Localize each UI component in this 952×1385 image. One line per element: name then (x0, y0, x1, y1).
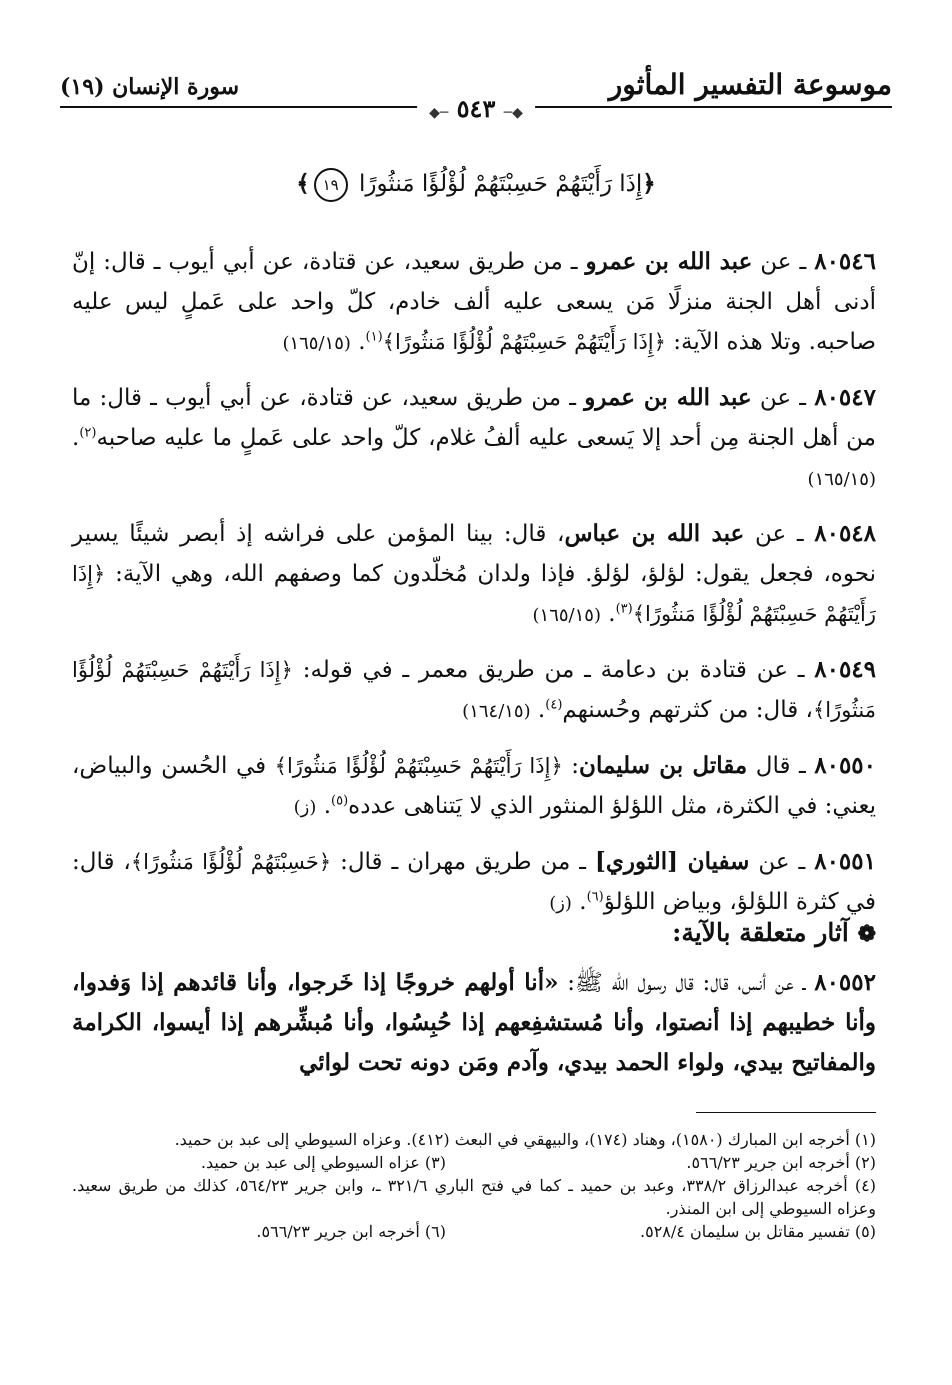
verse-heading (60, 168, 892, 208)
hadith-text: «أنا أولهم خروجًا إذا خَرجوا، وأنا قائدهم إذا وَفدوا، وأنا خطيبهم إذا أنصتوا، وأنا مُستشفِعهم إذا حُبِسُوا، وأنا مُبشِّرهم إذا أيسوا، الكرامة والمفاتيح بيدي، ولواء الحمد بيدي، وآدم ومَن دونه تحت لوائي (72, 969, 876, 1076)
entry-body: ـ من طريق سعيد، عن قتادة، عن أبي أيوب ـ قال: ما من أهل الجنة مِن أحد إلا يَسعى عليه ألفُ غلام، كلّ واحد على عَملٍ ما عليه صاحبه (72, 385, 876, 451)
narrator-name: عبد الله بن عباس (564, 520, 745, 547)
book-title: موسوعة التفسير المأثور (608, 68, 892, 101)
footnotes (72, 1128, 876, 1243)
entry-body: ـ من طريق سعيد، عن قتادة، عن أبي أيوب ـ قال: إنّ أدنى أهل الجنة منزلًا مَن يسعى عليه ألف خادم، كلّ واحد على عَملٍ ليس عليه صاحبه. وتلا هذه الآية: (72, 249, 876, 355)
narrator-name: عبد الله بن عمرو (584, 384, 752, 411)
footnote-ref: (٣) (615, 601, 633, 617)
ornament-icon: ◆─ (503, 105, 523, 121)
verse-quote: ﴿إِذَا رَأَيْتَهُمْ حَسِبْتَهُمْ لُؤْلُؤًا مَنثُورًا﴾ (72, 658, 876, 722)
entry-pre: ـ قال (747, 753, 815, 779)
entry-pre: ـ عن (749, 849, 815, 875)
footnote: (١) أخرجه ابن المبارك (١٥٨٠)، وهناد (١٧٤)، والبيهقي في البعث (٤١٢). وعزاه السيوطي إلى عبد بن حميد. (174, 1130, 876, 1149)
entry-body: ، قال: بينا المؤمن على فراشه إذ أبصر شيئًا يسير نحوه، فجعل يقول: لؤلؤ، لؤلؤ. فإذا ولدان مُخلّدون كما وصفهم الله، وهي الآية: (72, 521, 876, 587)
narrator-name: عبد الله بن عمرو (585, 248, 753, 275)
entry-number: ٨٠٥٤٦ (814, 248, 876, 275)
entry (72, 514, 876, 636)
footnote-row (72, 1220, 876, 1243)
section-heading (672, 918, 876, 947)
footnote: (٢) أخرجه ابن جرير ٥٦٦/٢٣. (686, 1153, 876, 1172)
related-entries (72, 963, 876, 1097)
entry (72, 242, 876, 364)
volume-citation: (ز) (293, 797, 317, 818)
bracket-open: ﴿ (642, 170, 656, 197)
entry-pre: ـ عن (744, 521, 815, 547)
entry-number: ٨٠٥٥١ (814, 848, 876, 875)
verse-quote: ﴿إِذَا رَأَيْتَهُمْ حَسِبْتَهُمْ لُؤْلُؤًا مَنثُورًا﴾ (382, 330, 666, 354)
footnote-ref: (٥) (331, 793, 349, 809)
footnote: (٣) عزاه السيوطي إلى عبد بن حميد. (200, 1153, 446, 1172)
volume-citation: (ز) (549, 893, 572, 914)
verse-text: إِذَا رَأَيْتَهُمْ حَسِبْتَهُمْ لُؤْلُؤًا مَنثُورًا (359, 171, 643, 197)
entry-pre: ـ عن (751, 385, 815, 411)
flower-ornament-icon: ❁ (857, 921, 876, 947)
entry-pre: ـ عن أنس، قال: قال رسول الله ﷺ: (558, 970, 815, 996)
verse-quote: ﴿إِذَا رَأَيْتَهُمْ حَسِبْتَهُمْ لُؤْلُؤًا مَنثُورًا﴾ (72, 562, 876, 626)
entry (72, 650, 876, 732)
entry-number: ٨٠٥٥٢ (814, 969, 876, 996)
entry-body: قتادة بن دعامة ـ من طريق معمر ـ في قوله: (292, 657, 747, 683)
entry-number: ٨٠٥٤٧ (814, 384, 876, 411)
surah-label: سورة الإنسان (١٩) (60, 74, 240, 100)
entry-after: . (600, 601, 616, 627)
ayah-number-badge: ١٩ (314, 168, 348, 202)
entry (72, 378, 876, 500)
entry (72, 746, 876, 828)
footnote: (٦) أخرجه ابن جرير ٥٦٦/٢٣. (256, 1222, 446, 1241)
entry-body: ـ من طريق مهران ـ قال: (331, 849, 595, 875)
entry-number: ٨٠٥٤٩ (814, 656, 877, 683)
footnote-row (72, 1151, 876, 1174)
volume-citation: (١٦٤/١٥) (462, 701, 531, 722)
entry-after: . (350, 329, 366, 355)
entries-list (72, 242, 876, 938)
narrator-name: سفيان [الثوري] (594, 848, 750, 875)
page-header (60, 62, 892, 122)
page-number-box (417, 94, 535, 123)
entry-number: ٨٠٥٥٠ (814, 752, 877, 779)
entry (72, 842, 876, 924)
ornament-icon: ─◆ (429, 105, 449, 121)
entry-body: : (562, 753, 580, 779)
entry-after: . (571, 889, 587, 915)
footnote-ref: (١) (365, 329, 383, 345)
entry-after: . (72, 425, 80, 451)
volume-citation: (١٦٥/١٥) (807, 469, 876, 490)
entry-body-2: في الحُسن والبياض، يعني: في الكثرة، مثل اللؤلؤ المنثور الذي لا يَتناهى عدده (72, 753, 876, 819)
entry-body-2: ، قال: من كثرتهم وحُسنهم (562, 697, 813, 723)
narrator-name: مقاتل بن سليمان (579, 752, 748, 779)
footnote-ref: (٢) (79, 425, 97, 441)
entry-pre: ـ عن (752, 249, 815, 275)
footnote: (٤) أخرجه عبدالرزاق ٣٣٨/٢، وعبد بن حميد ـ كما في فتح الباري ٣٢١/٦ ـ، وابن جرير ٥٦٤/٢٣، كذلك من طريق سعيد. وعزاه السيوطي إلى ابن المنذر. (72, 1176, 877, 1218)
entry-number: ٨٠٥٤٨ (814, 520, 877, 547)
verse-quote: ﴿إِذَا رَأَيْتَهُمْ حَسِبْتَهُمْ لُؤْلُؤًا مَنثُورًا﴾ (274, 754, 563, 778)
bracket-close: ﴾ (296, 170, 310, 197)
entry-body-2: ، قال: في كثرة اللؤلؤ، وبياض اللؤلؤ (72, 849, 876, 915)
footnote: (٥) تفسير مقاتل بن سليمان ٥٢٨/٤. (640, 1222, 876, 1241)
footnote-separator (696, 1112, 876, 1113)
volume-citation: (١٦٥/١٥) (532, 605, 601, 626)
verse-quote: ﴿حَسِبْتَهُمْ لُؤْلُؤًا مَنثُورًا﴾ (130, 850, 332, 874)
entry-after: . (316, 793, 332, 819)
entry-after: . (530, 697, 546, 723)
entry-pre: ـ عن (746, 657, 815, 683)
entry (72, 963, 876, 1083)
volume-citation: (١٦٥/١٥) (282, 333, 351, 354)
page-number: ٥٤٣ (456, 94, 496, 123)
footnote-ref: (٤) (545, 697, 563, 713)
footnote-ref: (٦) (586, 889, 604, 905)
section-title: آثار متعلقة بالآية: (672, 918, 849, 947)
